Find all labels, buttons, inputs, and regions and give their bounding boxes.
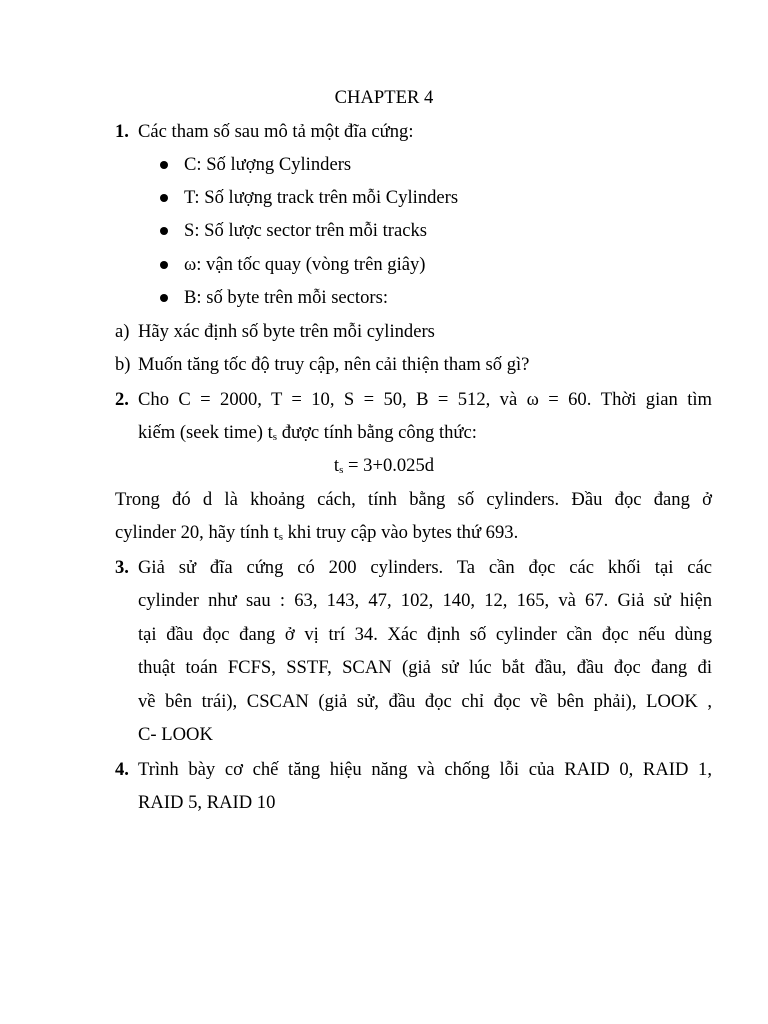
question-2-paragraph-line-1: Trong đó d là khoảng cách, tính bằng số cylinders. Đầu đọc đang ở — [115, 489, 712, 510]
question-1-bullet-b: B: số byte trên mỗi sectors: — [184, 287, 388, 308]
question-1-b-label: b) — [115, 354, 131, 375]
question-1-a-label: a) — [115, 321, 130, 342]
question-3-line-4: thuật toán FCFS, SSTF, SCAN (giả sử lúc bắt đầu, đầu đọc đang đi — [138, 657, 712, 678]
question-3-line-2: cylinder như sau : 63, 143, 47, 102, 140, 12, 165, và 67. Giả sử hiện — [138, 590, 712, 611]
question-3-line-6: C- LOOK — [138, 724, 213, 745]
question-2-line-1: Cho C = 2000, T = 10, S = 50, B = 512, và ω = 60. Thời gian tìm — [138, 389, 712, 410]
question-1-a-text: Hãy xác định số byte trên mỗi cylinders — [138, 321, 435, 342]
bullet-dot — [160, 194, 168, 202]
question-4-line-1: Trình bày cơ chế tăng hiệu năng và chống lỗi của RAID 0, RAID 1, — [138, 759, 712, 780]
question-4-number: 4. — [115, 759, 129, 780]
question-1-intro: Các tham số sau mô tả một đĩa cứng: — [138, 121, 414, 142]
bullet-dot — [160, 294, 168, 302]
question-3-number: 3. — [115, 557, 129, 578]
question-2-paragraph-line-2: cylinder 20, hãy tính $t_s$ khi truy cập vào bytes thứ 693. — [115, 522, 519, 543]
bullet-dot — [160, 261, 168, 269]
question-2-line-2: kiếm (seek time) $t_s$ được tính bằng công thức: — [138, 422, 477, 443]
bullet-dot — [160, 161, 168, 169]
question-3-line-5: về bên trái), CSCAN (giả sử, đầu đọc chỉ đọc về bên phải), LOOK , — [138, 691, 712, 712]
question-1-number: 1. — [115, 121, 129, 142]
bullet-dot — [160, 227, 168, 235]
question-3-line-1: Giả sử đĩa cứng có 200 cylinders. Ta cần đọc các khối tại các — [138, 557, 712, 578]
question-1-bullet-t: T: Số lượng track trên mỗi Cylinders — [184, 187, 459, 208]
question-1-bullet-s: S: Số lược sector trên mỗi tracks — [184, 220, 427, 241]
question-2-number: 2. — [115, 389, 129, 410]
chapter-title: CHAPTER 4 — [334, 87, 434, 108]
question-1-b-text: Muốn tăng tốc độ truy cập, nên cải thiện tham số gì? — [138, 354, 530, 375]
question-1-bullet-c: C: Số lượng Cylinders — [184, 154, 352, 175]
question-1-bullet-omega: ω: vận tốc quay (vòng trên giây) — [184, 254, 426, 275]
seek-time-formula: $t_s = 3+0.025d$ — [333, 455, 435, 476]
question-3-line-3: tại đầu đọc đang ở vị trí 34. Xác định số cylinder cần đọc nếu dùng — [138, 624, 712, 645]
question-4-line-2: RAID 5, RAID 10 — [138, 792, 276, 813]
